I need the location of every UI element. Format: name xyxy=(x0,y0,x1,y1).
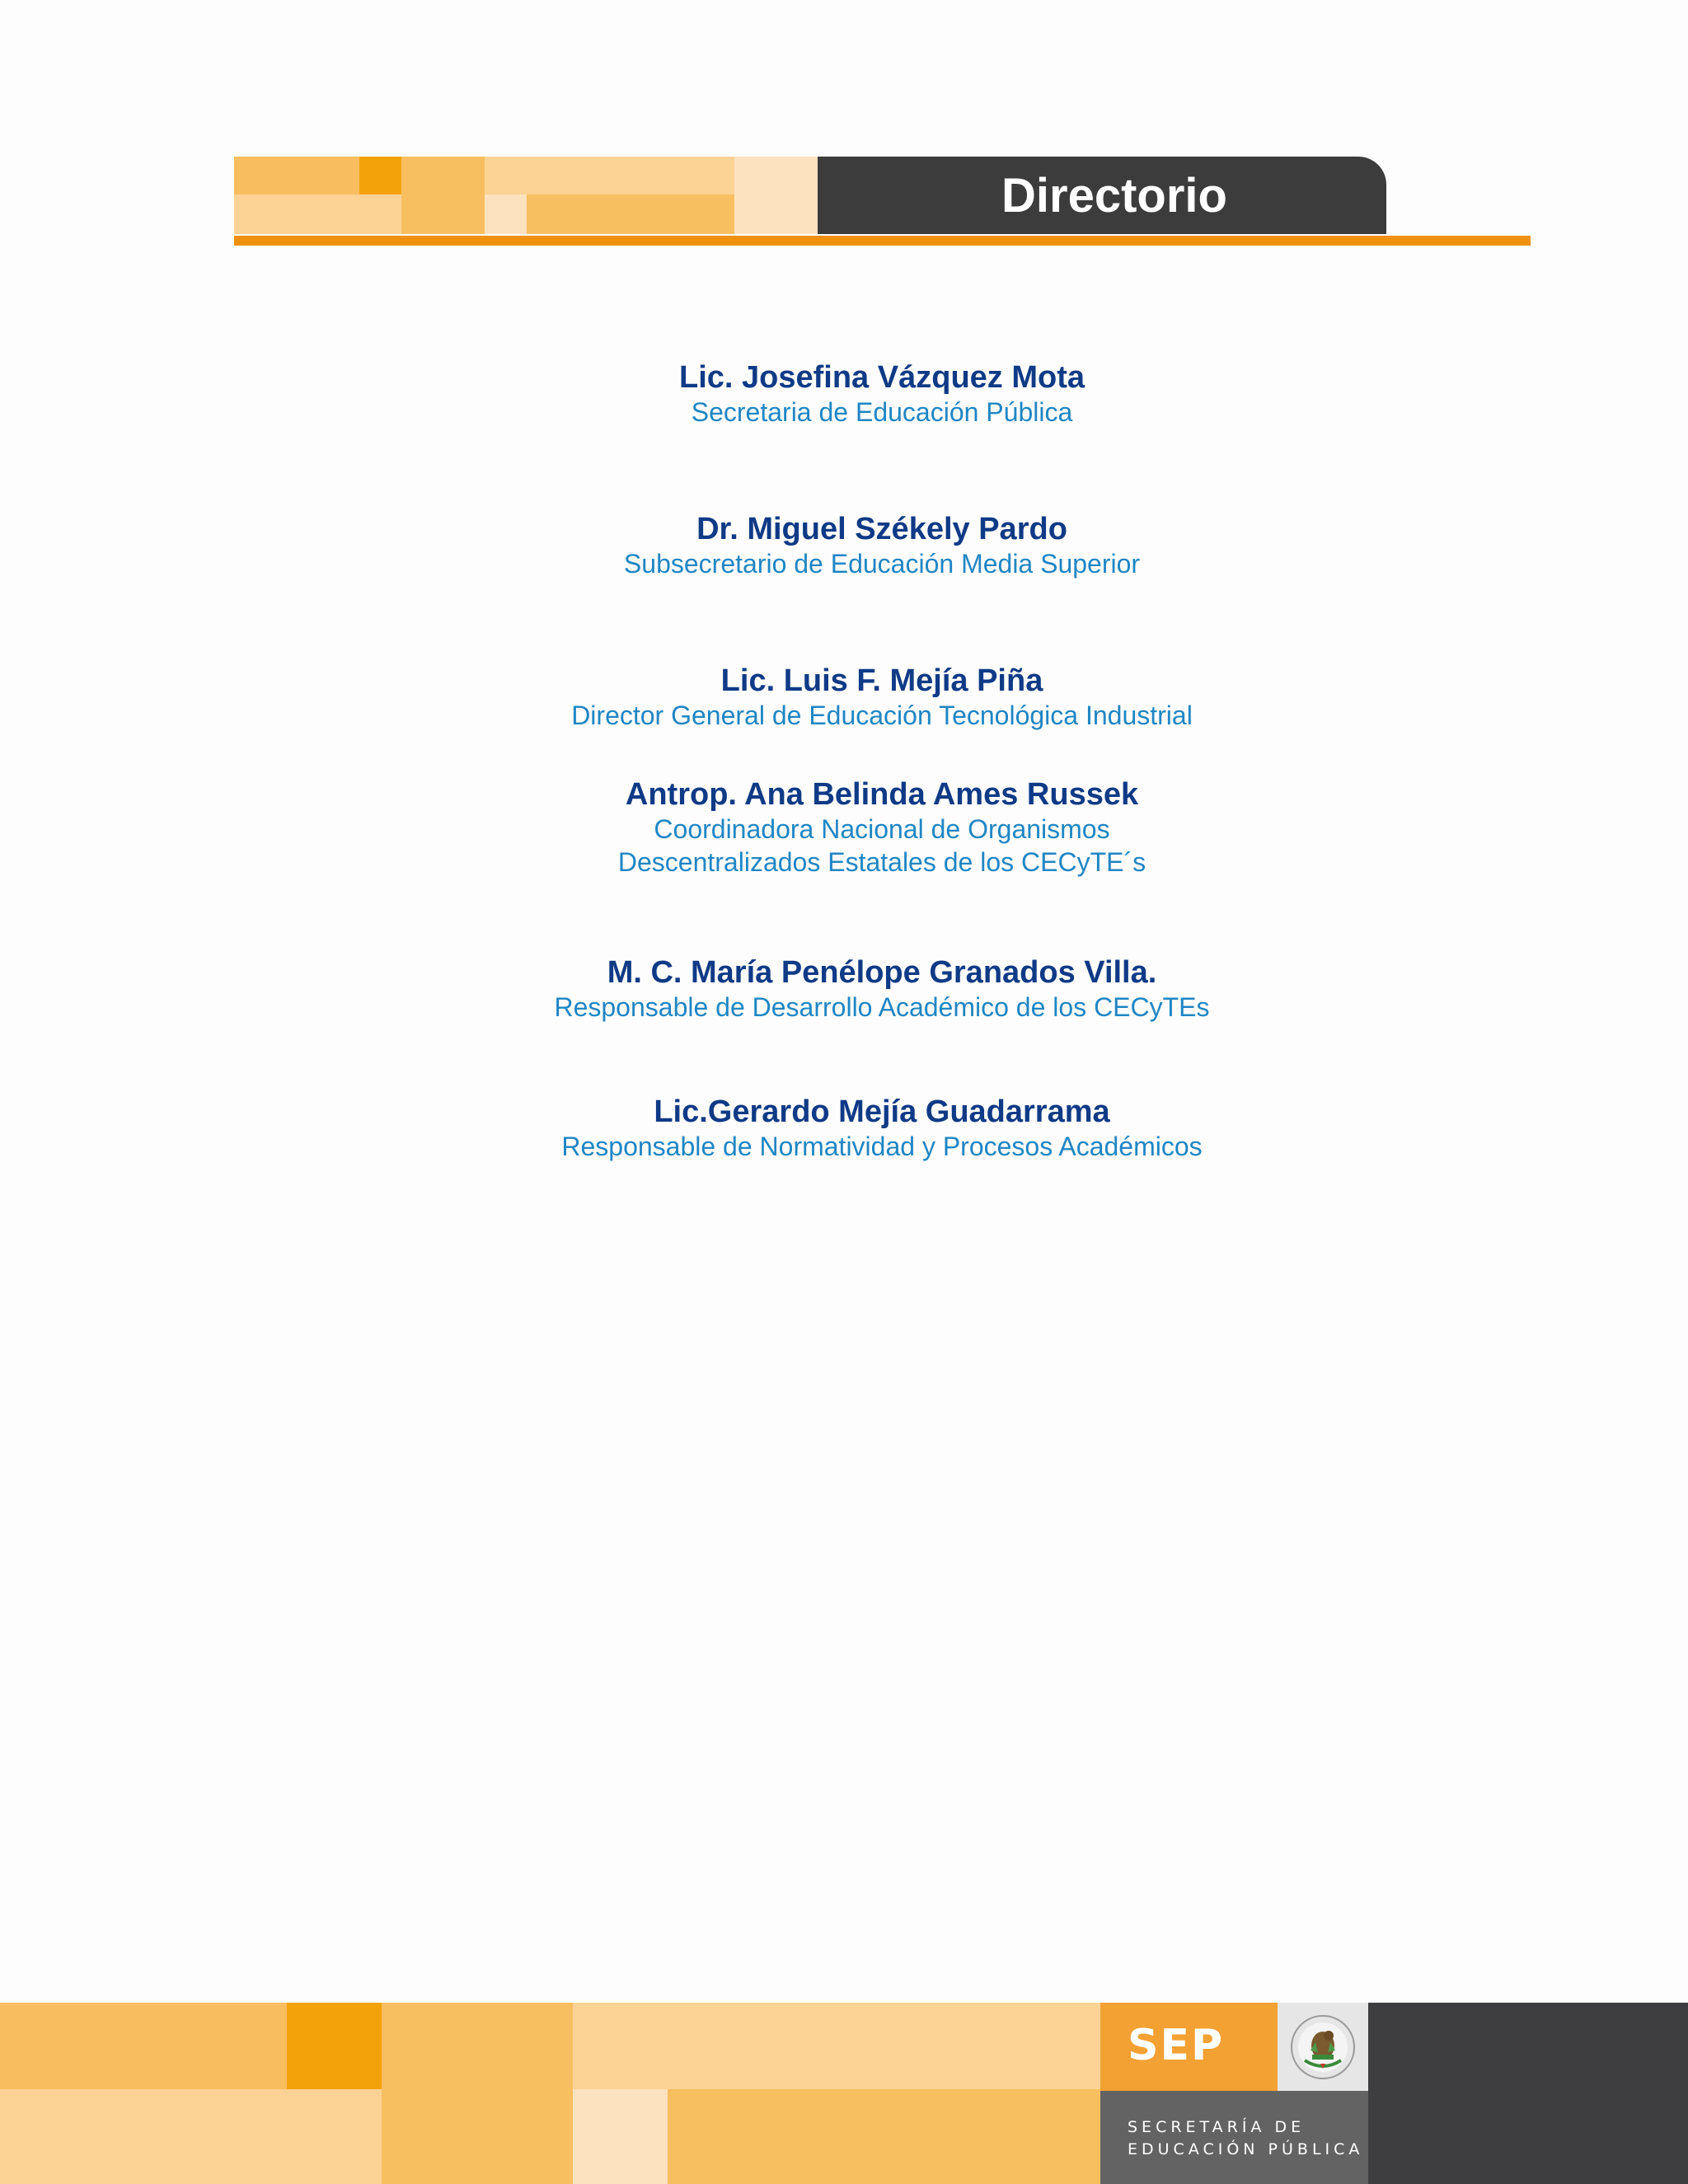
directory-entry xyxy=(0,663,1688,732)
page-title: Directorio xyxy=(1001,168,1227,223)
person-name: Dr. Miguel Székely Pardo xyxy=(696,512,1067,546)
person-name: M. C. María Penélope Granados Villa. xyxy=(607,955,1157,990)
footer-mosaic-tile xyxy=(668,2089,1100,2184)
footer-mosaic-tile xyxy=(573,2003,1100,2089)
directory-entry xyxy=(0,1094,1688,1163)
directory-entry xyxy=(0,511,1688,580)
header-mosaic-tile xyxy=(234,194,401,234)
header-mosaic-tile xyxy=(401,157,485,234)
person-name: Antrop. Ana Belinda Ames Russek xyxy=(625,777,1139,812)
person-role: Descentralizados Estatales de los CECyTE´s xyxy=(617,847,1146,877)
header-mosaic-tile xyxy=(527,194,734,234)
header-mosaic-tile xyxy=(485,194,527,234)
header-title-box xyxy=(818,157,1386,234)
header-mosaic-tile xyxy=(359,157,401,194)
header-mosaic-tile xyxy=(734,157,818,234)
sep-logo: SEP xyxy=(1128,2021,1225,2070)
footer-dark-panel xyxy=(1368,2003,1688,2184)
footer-mosaic-tile xyxy=(0,2089,382,2184)
directory-entry xyxy=(0,359,1688,429)
person-role: Secretaria de Educación Pública xyxy=(691,397,1073,427)
person-role: Subsecretario de Educación Media Superior xyxy=(623,549,1141,579)
directory-entry xyxy=(0,776,1688,879)
person-name: Lic. Luis F. Mejía Piña xyxy=(720,663,1043,698)
person-role: Director General de Educación Tecnológica Industrial xyxy=(571,701,1193,730)
person-name: Lic. Josefina Vázquez Mota xyxy=(679,360,1085,395)
footer-mosaic-tile xyxy=(382,2003,573,2184)
footer-mosaic-tile xyxy=(573,2089,668,2184)
header-rule xyxy=(234,236,1531,246)
footer-mosaic-tile xyxy=(0,2003,287,2089)
org-name-line: EDUCACIÓN PÚBLICA xyxy=(1128,2140,1364,2158)
header-mosaic-tile xyxy=(485,157,734,194)
org-name-line: SECRETARÍA DE xyxy=(1128,2118,1306,2136)
header-mosaic-tile xyxy=(234,157,359,194)
person-name: Lic.Gerardo Mejía Guadarrama xyxy=(654,1094,1110,1129)
directory-entry xyxy=(0,954,1688,1024)
seal-panel xyxy=(1278,2003,1368,2091)
person-role: Responsable de Desarrollo Académico de los CECyTEs xyxy=(554,992,1210,1022)
person-role: Coordinadora Nacional de Organismos xyxy=(654,814,1110,844)
footer-mosaic-tile xyxy=(287,2003,382,2089)
org-name-panel xyxy=(1100,2091,1368,2184)
mexico-coat-of-arms-icon xyxy=(1278,2003,1368,2091)
person-role: Responsable de Normatividad y Procesos Académicos xyxy=(561,1132,1203,1161)
